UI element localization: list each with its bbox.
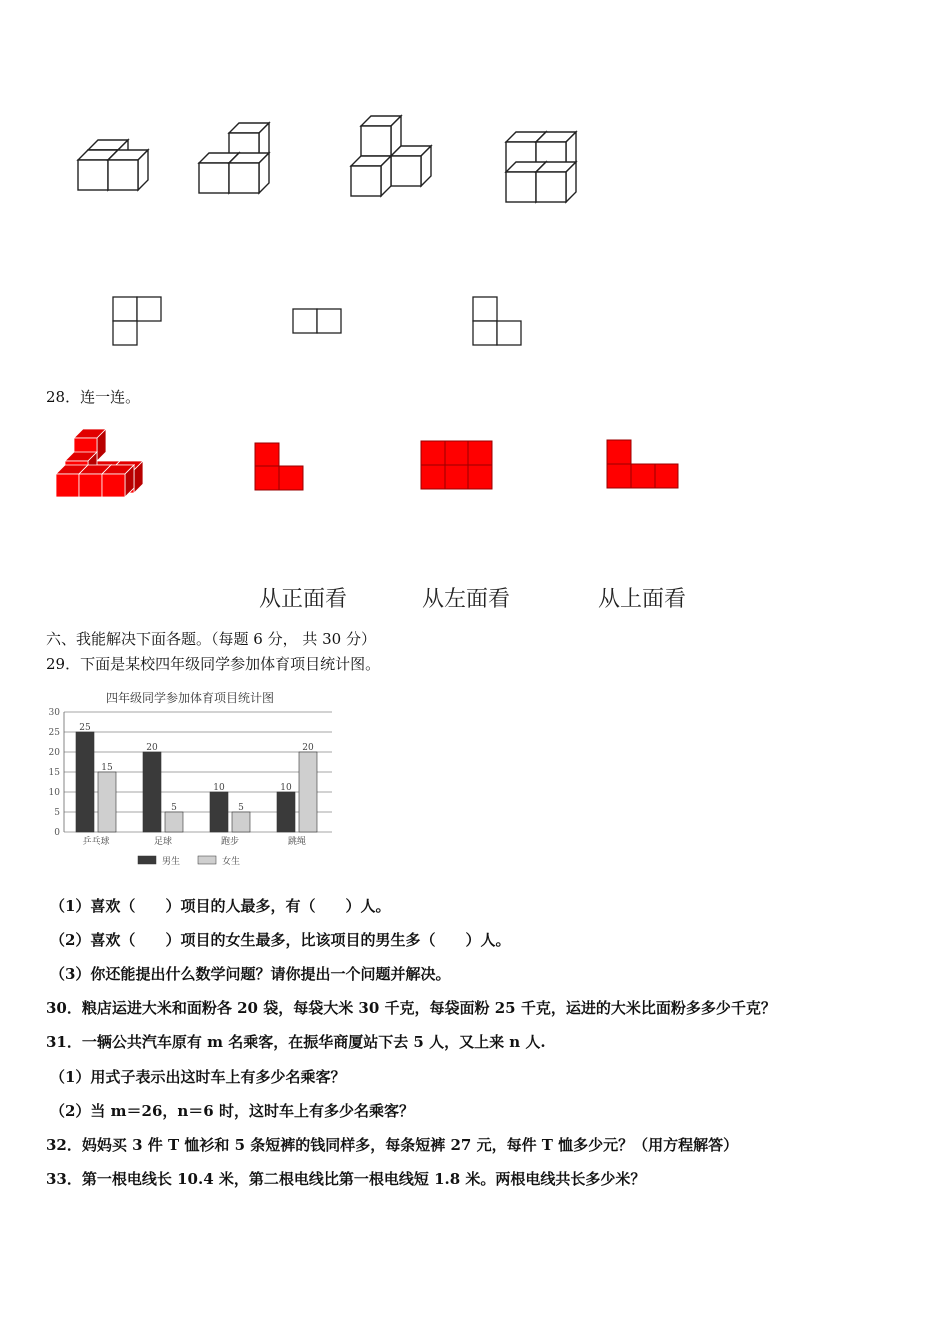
bar-value-label: 25 — [79, 723, 91, 733]
cube-figure-1 — [78, 140, 148, 190]
legend-label: 男生 — [162, 857, 181, 867]
bar-女生 — [98, 772, 116, 832]
view-front-label: 从正面看 — [259, 587, 348, 612]
red-view-2 — [421, 441, 492, 489]
bar-chart — [40, 686, 340, 871]
q29-text: 29．下面是某校四年级同学参加体育项目统计图。 — [46, 655, 381, 673]
legend-swatch — [138, 856, 156, 864]
bar-value-label: 10 — [280, 783, 292, 793]
bar-value-label: 5 — [238, 803, 244, 813]
red-view-3 — [607, 440, 678, 488]
bar-value-label: 20 — [146, 743, 158, 753]
x-tick-label: 跑步 — [220, 837, 240, 847]
y-tick-label: 30 — [48, 708, 60, 718]
y-tick-label: 20 — [48, 748, 60, 758]
view-left-label: 从左面看 — [422, 587, 511, 612]
view-shape-2 — [293, 309, 341, 333]
cube-figures — [0, 0, 950, 360]
y-tick-label: 25 — [48, 728, 60, 738]
x-tick-label: 乒乓球 — [82, 837, 110, 847]
q33-text: 33．第一根电线长 10.4 米，第二根电线比第一根电线短 1.8 米。两根电线共长多少米？ — [46, 1170, 646, 1188]
view-shape-1 — [113, 297, 161, 345]
bar-value-label: 20 — [302, 743, 314, 753]
q32-text: 32．妈妈买 3 件 T 恤衫和 5 条短裤的钱同样多，每条短裤 27 元，每件 T 恤多少元？（用方程解答） — [46, 1136, 739, 1154]
view-shape-3 — [473, 297, 521, 345]
bar-value-label: 15 — [101, 763, 113, 773]
y-tick-label: 10 — [48, 788, 60, 798]
q29-sub3: （3）你还能提出什么数学问题？请你提出一个问题并解决。 — [50, 965, 451, 983]
bar-女生 — [232, 812, 250, 832]
q29-sub2: （2）喜欢（ ）项目的女生最多，比该项目的男生多（ ）人。 — [50, 931, 511, 949]
chart-title: 四年级同学参加体育项目统计图 — [105, 691, 275, 705]
q31-sub2: （2）当 m＝26，n＝6 时，这时车上有多少名乘客？ — [50, 1102, 414, 1120]
bar-女生 — [165, 812, 183, 832]
bar-value-label: 10 — [213, 783, 225, 793]
x-tick-label: 足球 — [153, 837, 173, 847]
y-tick-label: 5 — [54, 808, 60, 818]
y-tick-label: 15 — [48, 768, 60, 778]
bar-男生 — [210, 792, 228, 832]
y-tick-label: 0 — [54, 828, 60, 838]
q29-sub1: （1）喜欢（ ）项目的人最多，有（ ）人。 — [50, 897, 391, 915]
cube-figure-2 — [199, 123, 269, 193]
q30-text: 30．粮店运进大米和面粉各 20 袋，每袋大米 30 千克，每袋面粉 25 千克，运进的大米比面粉多多少千克？ — [46, 999, 776, 1017]
cube-figure-4 — [506, 132, 576, 202]
q28-text: 28．连一连。 — [46, 388, 141, 406]
cube-figure-3 — [351, 116, 431, 196]
legend-label: 女生 — [222, 857, 241, 867]
red-solid — [56, 429, 143, 497]
section6-heading: 六、我能解决下面各题。（每题 6 分， 共 30 分） — [46, 630, 376, 648]
bar-女生 — [299, 752, 317, 832]
red-view-1 — [255, 443, 303, 490]
bar-男生 — [76, 732, 94, 832]
view-top-label: 从上面看 — [598, 587, 687, 612]
q31-sub1: （1）用式子表示出这时车上有多少名乘客？ — [50, 1068, 346, 1086]
bar-男生 — [277, 792, 295, 832]
q31-text: 31．一辆公共汽车原有 m 名乘客，在振华商厦站下去 5 人，又上来 n 人. — [46, 1033, 546, 1051]
x-tick-label: 跳绳 — [287, 837, 307, 847]
red-figures — [0, 420, 950, 540]
bar-男生 — [143, 752, 161, 832]
bar-value-label: 5 — [171, 803, 177, 813]
legend-swatch — [198, 856, 216, 864]
